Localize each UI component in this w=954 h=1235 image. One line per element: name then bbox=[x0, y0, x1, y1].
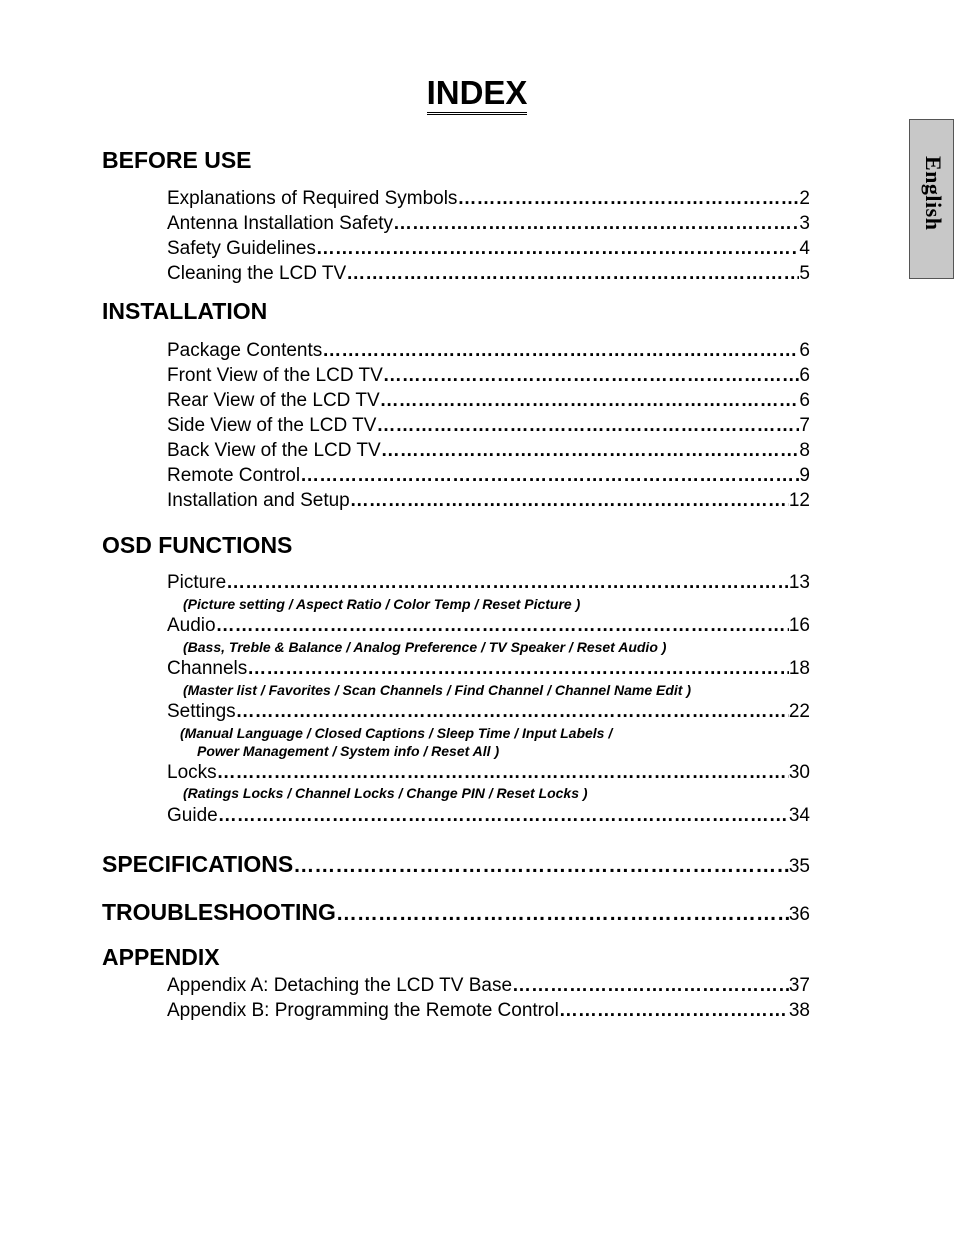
toc-entry[interactable]: Back View of the LCD TV ………………………………………………………………………………………………………………………………………………………………… 8 bbox=[167, 438, 810, 462]
toc-subtopics: (Bass, Treble & Balance / Analog Preference / TV Speaker / Reset Audio ) bbox=[183, 639, 667, 655]
page-number: 7 bbox=[799, 415, 810, 436]
page-number: 4 bbox=[799, 238, 810, 259]
toc-entry[interactable]: Channels ………………………………………………………………………………………………………………………………………………………………… 18 bbox=[167, 656, 810, 680]
page-number: 38 bbox=[788, 1000, 810, 1021]
section-heading-before-use: BEFORE USE bbox=[102, 147, 252, 173]
page-number: 2 bbox=[799, 188, 810, 209]
toc-entry[interactable]: Rear View of the LCD TV ………………………………………………………………………………………………………………………………………………………………… 6 bbox=[167, 388, 810, 412]
toc-entry[interactable]: Explanations of Required Symbols ………………………………………………………………………………………………………………………………………………………………… 2 bbox=[167, 186, 810, 210]
page-number: 36 bbox=[788, 904, 810, 925]
page-number: 6 bbox=[799, 365, 810, 386]
section-heading-installation: INSTALLATION bbox=[102, 298, 268, 324]
toc-subtopics: (Ratings Locks / Channel Locks / Change PIN / Reset Locks ) bbox=[183, 785, 588, 801]
toc-entry[interactable]: Settings ………………………………………………………………………………………………………………………………………………………………… 22 bbox=[167, 699, 810, 723]
page-number: 18 bbox=[788, 658, 810, 679]
page-number: 6 bbox=[799, 390, 810, 411]
page-title: INDEX bbox=[0, 74, 954, 115]
toc-entry[interactable]: Appendix B: Programming the Remote Control ………………………………………………………………………………………………………………………………………………………………… 38 bbox=[167, 998, 810, 1022]
toc-entry[interactable]: Side View of the LCD TV ………………………………………………………………………………………………………………………………………………………………… 7 bbox=[167, 413, 810, 437]
page-number: 35 bbox=[788, 856, 810, 877]
toc-entry[interactable]: Cleaning the LCD TV ………………………………………………………………………………………………………………………………………………………………… 5 bbox=[167, 261, 810, 285]
toc-subtopics: (Manual Language / Closed Captions / Sleep Time / Input Labels / bbox=[180, 725, 613, 741]
toc-entry[interactable]: Installation and Setup ………………………………………………………………………………………………………………………………………………………………… 12 bbox=[167, 488, 810, 512]
section-heading-osd-functions: OSD FUNCTIONS bbox=[102, 532, 293, 558]
toc-entry[interactable]: Antenna Installation Safety ………………………………………………………………………………………………………………………………………………………………… 3 bbox=[167, 211, 810, 235]
toc-entry-troubleshooting[interactable]: TROUBLESHOOTING ………………………………………………………………………………………………………………………………………………… 36 bbox=[102, 896, 810, 926]
toc-entry[interactable]: Audio ………………………………………………………………………………………………………………………………………………………………… 16 bbox=[167, 613, 810, 637]
page-number: 16 bbox=[788, 615, 810, 636]
page-number: 37 bbox=[788, 975, 810, 996]
toc-subtopics-continued: Power Management / System info / Reset All ) bbox=[197, 743, 500, 759]
page-number: 22 bbox=[788, 701, 810, 722]
toc-entry[interactable]: Package Contents ………………………………………………………………………………………………………………………………………………………………… 6 bbox=[167, 338, 810, 362]
toc-entry[interactable]: Picture ………………………………………………………………………………………………………………………………………………………………… 13 bbox=[167, 570, 810, 594]
language-tab bbox=[909, 119, 954, 279]
page-number: 30 bbox=[788, 762, 810, 783]
page-number: 9 bbox=[799, 465, 810, 486]
page-number: 3 bbox=[799, 213, 810, 234]
toc-subtopics: (Master list / Favorites / Scan Channels / Find Channel / Channel Name Edit ) bbox=[183, 682, 691, 698]
page-number: 12 bbox=[788, 490, 810, 511]
toc-entry[interactable]: Guide ………………………………………………………………………………………………………………………………………………………………… 34 bbox=[167, 803, 810, 827]
page-number: 5 bbox=[799, 263, 810, 284]
toc-entry[interactable]: Locks ………………………………………………………………………………………………………………………………………………………………… 30 bbox=[167, 760, 810, 784]
toc-entry[interactable]: Remote Control ………………………………………………………………………………………………………………………………………………………………… 9 bbox=[167, 463, 810, 487]
page-number: 13 bbox=[788, 572, 810, 593]
toc-entry[interactable]: Safety Guidelines ………………………………………………………………………………………………………………………………………………………………… 4 bbox=[167, 236, 810, 260]
page-number: 8 bbox=[799, 440, 810, 461]
toc-entry-specifications[interactable]: SPECIFICATIONS ………………………………………………………………………………………………………………………………………………… 35 bbox=[102, 848, 810, 878]
page-number: 34 bbox=[788, 805, 810, 826]
toc-subtopics: (Picture setting / Aspect Ratio / Color Temp / Reset Picture ) bbox=[183, 596, 581, 612]
language-tab-label: English bbox=[921, 156, 946, 231]
toc-entry[interactable]: Appendix A: Detaching the LCD TV Base ………………………………………………………………………………………………………………………………………………………………… 37 bbox=[167, 973, 810, 997]
toc-entry[interactable]: Front View of the LCD TV ………………………………………………………………………………………………………………………………………………………………… 6 bbox=[167, 363, 810, 387]
section-heading-appendix: APPENDIX bbox=[102, 944, 220, 970]
page-number: 6 bbox=[799, 340, 810, 361]
